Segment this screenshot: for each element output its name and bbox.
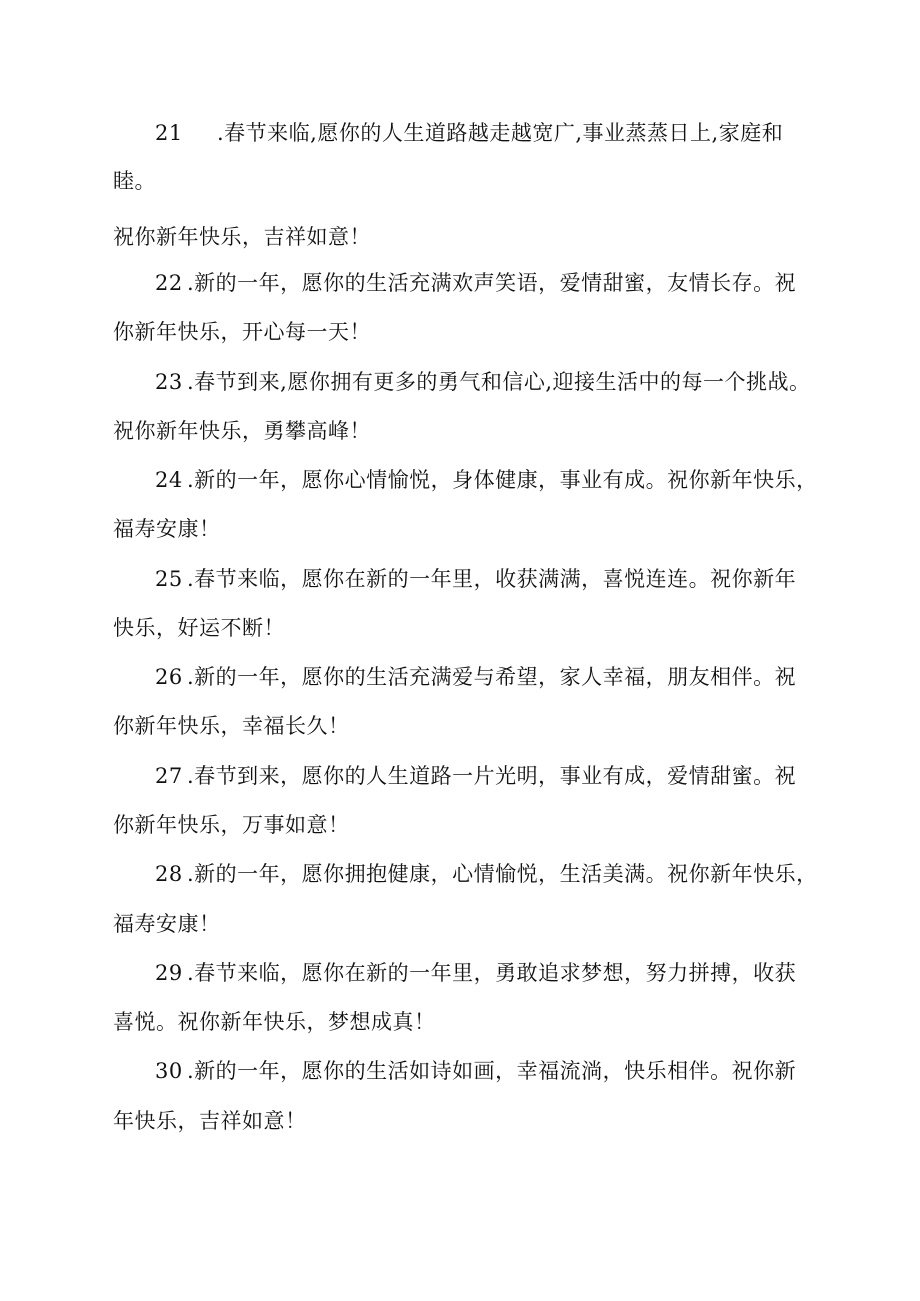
item-number: 22	[155, 271, 183, 295]
item-25-line-2	[113, 613, 285, 643]
item-text: 福寿安康！	[113, 912, 221, 936]
item-27-line-1	[155, 761, 796, 791]
item-21-line-1	[155, 118, 783, 148]
item-text: 你新年快乐，开心每一天！	[113, 320, 371, 344]
item-21-line-3	[113, 222, 371, 252]
item-number: 26	[155, 665, 183, 689]
item-number: 30	[155, 1059, 183, 1083]
item-text: .新的一年，愿你拥抱健康，心情愉悦，生活美满。祝你新年快乐，	[187, 862, 818, 886]
item-text: .春节来临，愿你在新的一年里，勇敢追求梦想，努力拼搏，收获	[187, 961, 797, 985]
item-27-line-2	[113, 810, 350, 840]
item-number: 23	[155, 370, 183, 394]
item-text: 喜悦。祝你新年快乐，梦想成真！	[113, 1010, 436, 1034]
item-26-line-1	[155, 662, 796, 692]
item-22-line-1	[155, 268, 796, 298]
item-28-line-2	[113, 909, 221, 939]
item-text: .新的一年，愿你的生活如诗如画，幸福流淌，快乐相伴。祝你新	[187, 1059, 797, 1083]
item-24-line-2	[113, 514, 221, 544]
item-29-line-2	[113, 1007, 436, 1037]
item-text: 福寿安康！	[113, 517, 221, 541]
item-text: .春节来临,愿你的人生道路越走越宽广,事业蒸蒸日上,家庭和	[217, 121, 784, 145]
item-21-line-2	[113, 166, 156, 196]
item-text: 睦。	[113, 169, 156, 193]
item-text: 快乐，好运不断！	[113, 616, 285, 640]
item-22-line-2	[113, 317, 371, 347]
item-text: .新的一年，愿你的生活充满欢声笑语，爱情甜蜜，友情长存。祝	[187, 271, 797, 295]
item-number: 29	[155, 961, 183, 985]
item-text: 你新年快乐，万事如意！	[113, 813, 350, 837]
item-text: .春节到来，愿你的人生道路一片光明，事业有成，爱情甜蜜。祝	[187, 764, 797, 788]
item-26-line-2	[113, 711, 350, 741]
item-text: .新的一年，愿你的生活充满爱与希望，家人幸福，朋友相伴。祝	[187, 665, 797, 689]
item-text: 你新年快乐，幸福长久！	[113, 714, 350, 738]
item-28-line-1	[155, 859, 818, 889]
item-text: 年快乐，吉祥如意！	[113, 1109, 307, 1133]
item-text: 祝你新年快乐，吉祥如意！	[113, 225, 371, 249]
item-25-line-1	[155, 564, 796, 594]
item-text: .新的一年，愿你心情愉悦，身体健康，事业有成。祝你新年快乐，	[187, 468, 818, 492]
item-number: 28	[155, 862, 183, 886]
item-29-line-1	[155, 958, 796, 988]
item-23-line-2	[113, 416, 371, 446]
item-24-line-1	[155, 465, 818, 495]
item-number: 21	[155, 121, 183, 145]
item-30-line-2	[113, 1106, 307, 1136]
item-number: 27	[155, 764, 183, 788]
item-30-line-1	[155, 1056, 796, 1086]
item-text: .春节来临，愿你在新的一年里，收获满满，喜悦连连。祝你新年	[187, 567, 797, 591]
item-number: 24	[155, 468, 183, 492]
item-number: 25	[155, 567, 183, 591]
item-text: 祝你新年快乐，勇攀高峰！	[113, 419, 371, 443]
item-23-line-1	[155, 367, 811, 397]
item-text: .春节到来,愿你拥有更多的勇气和信心,迎接生活中的每一个挑战。	[187, 370, 811, 394]
